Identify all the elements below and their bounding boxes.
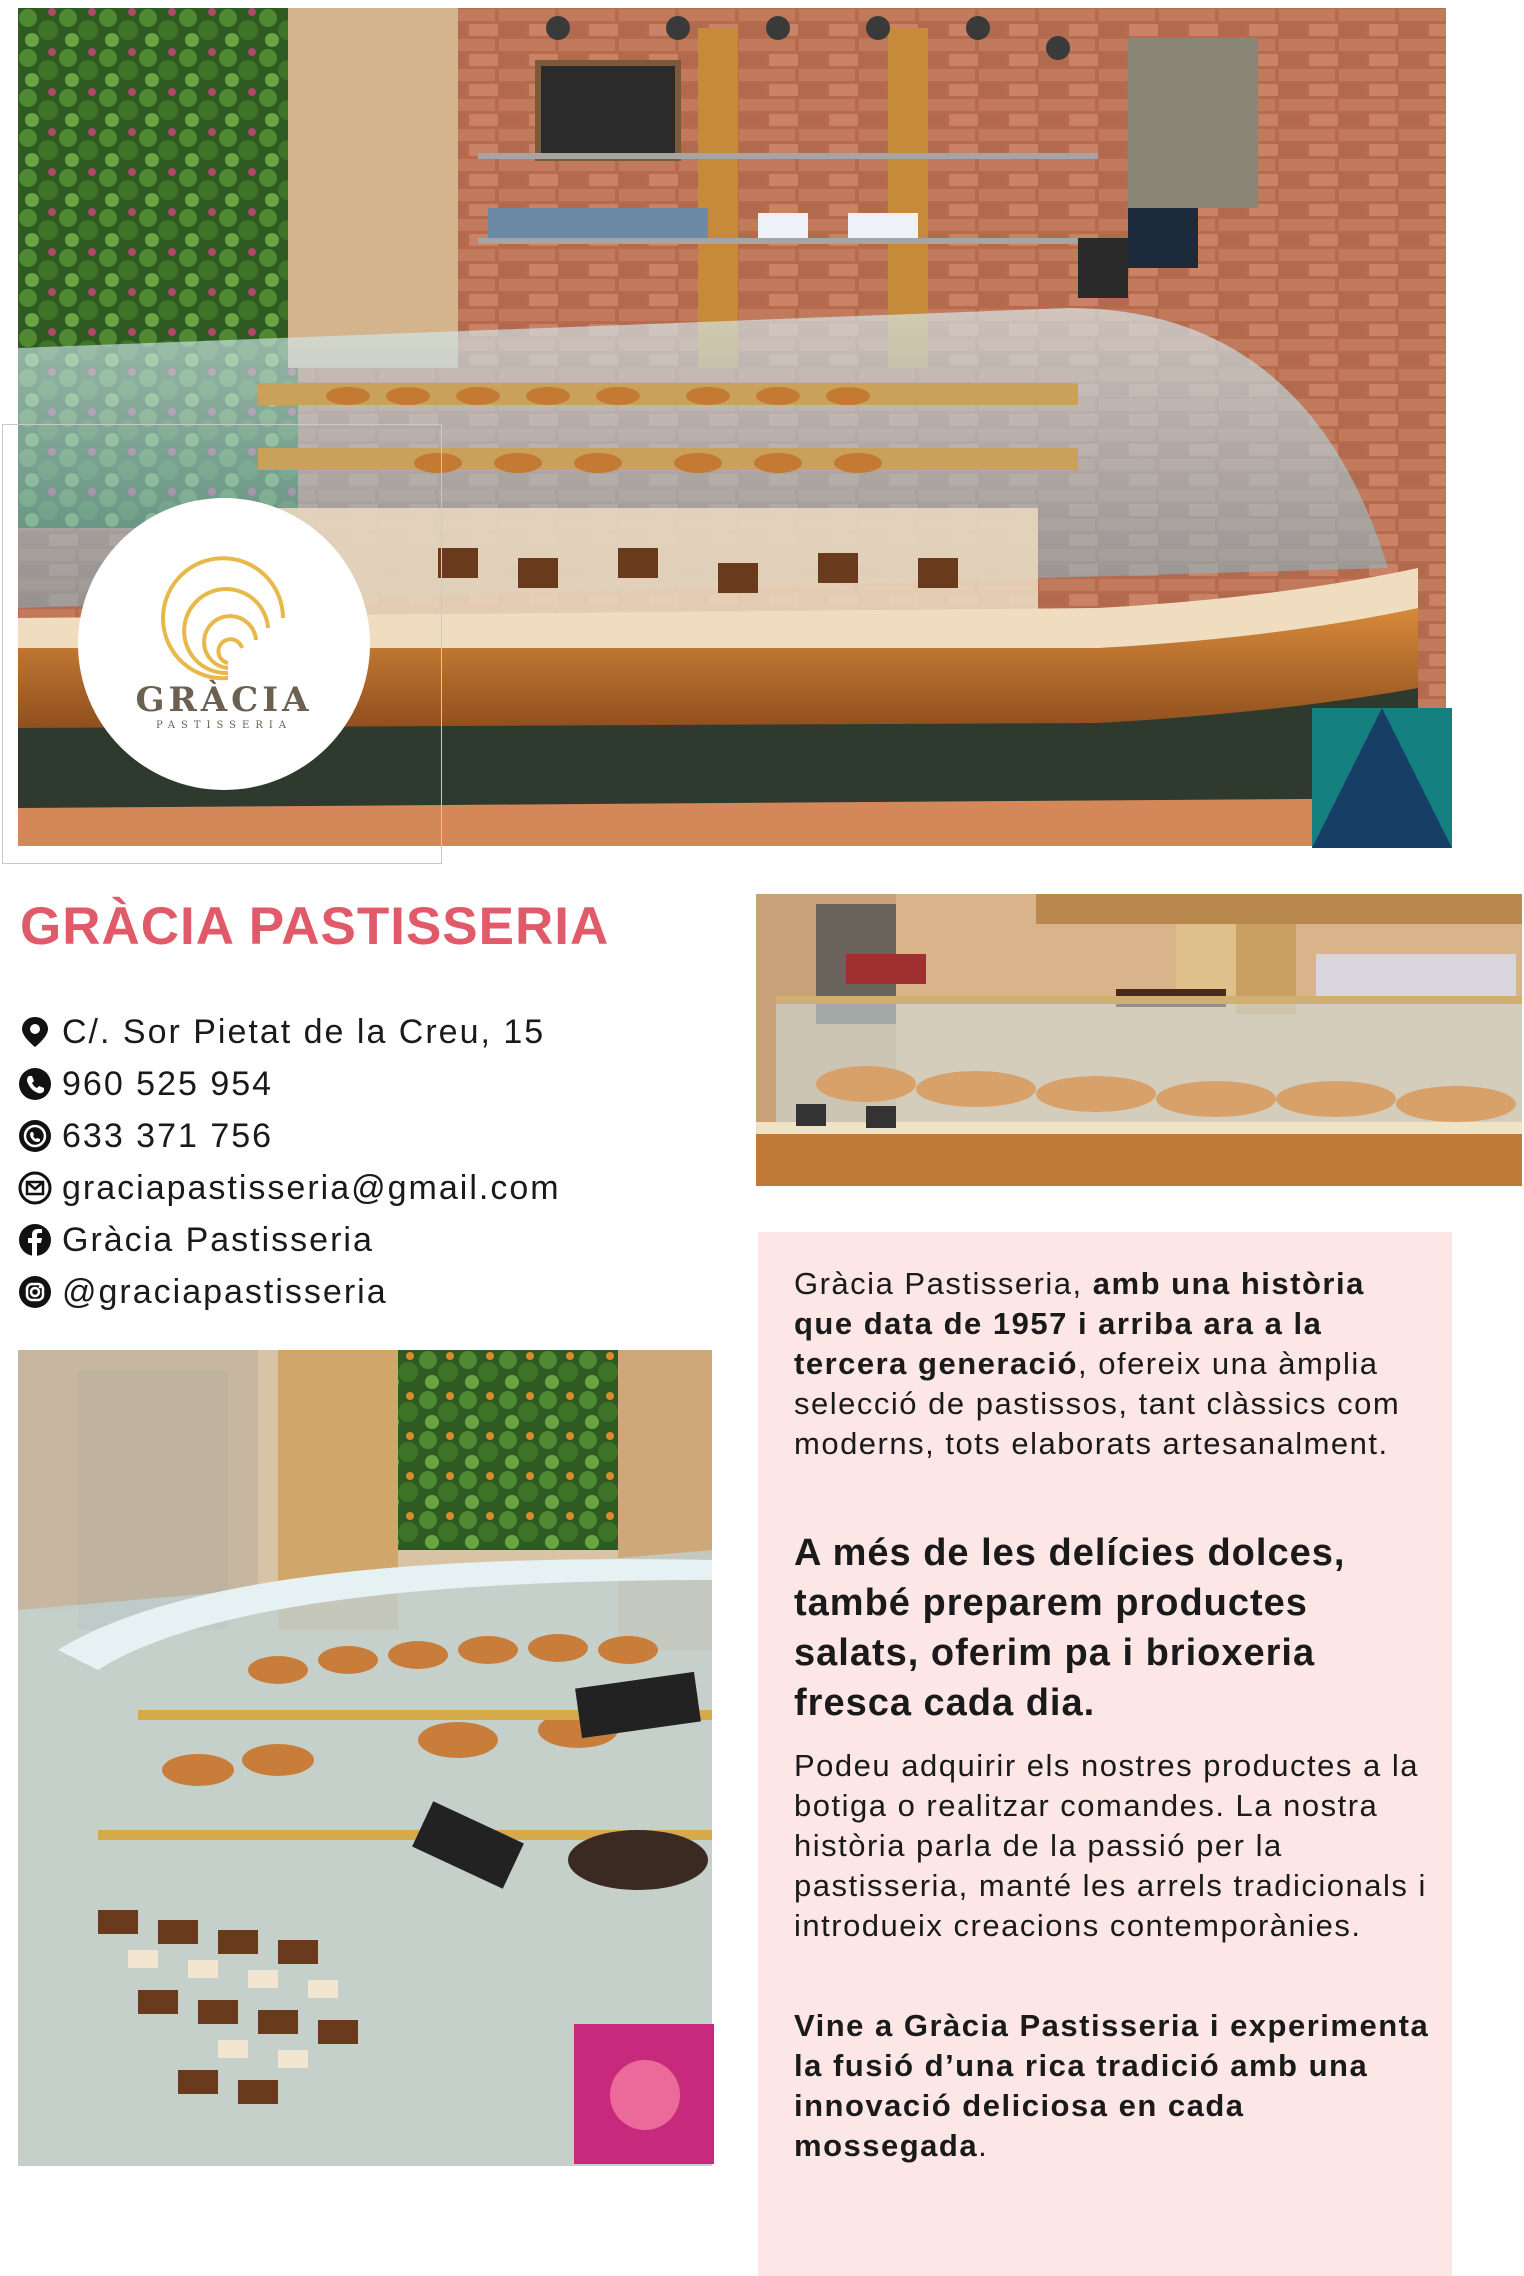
decorative-circle-tile xyxy=(574,2024,714,2164)
whatsapp-icon xyxy=(18,1119,52,1153)
closing-period: . xyxy=(978,2128,989,2163)
instagram-text[interactable]: @graciapastisseria xyxy=(62,1272,388,1311)
intro-paragraph xyxy=(794,1264,1434,1464)
address-text: C/. Sor Pietat de la Creu, 15 xyxy=(62,1012,546,1051)
page-title: GRÀCIA PASTISSERIA xyxy=(20,897,610,956)
logo-wordmark: GRÀCIA xyxy=(135,680,313,720)
contact-instagram[interactable] xyxy=(18,1266,561,1318)
phone-icon xyxy=(18,1067,52,1101)
decorative-triangle-tile xyxy=(1312,708,1452,848)
contact-email[interactable] xyxy=(18,1162,561,1214)
logo-swirl-icon xyxy=(78,498,370,790)
description-panel xyxy=(758,1232,1452,2276)
phone-text[interactable]: 960 525 954 xyxy=(62,1064,274,1103)
closing-text-bold: Vine a Gràcia Pastisseria i experimenta la fusió d’una rica tradició amb una innovació deliciosa en cada mossegada xyxy=(794,2008,1430,2163)
contact-phone[interactable] xyxy=(18,1058,561,1110)
facebook-icon xyxy=(18,1223,52,1257)
intro-text-a: Gràcia Pastisseria, xyxy=(794,1266,1093,1301)
contact-facebook[interactable] xyxy=(18,1214,561,1266)
whatsapp-text[interactable]: 633 371 756 xyxy=(62,1116,274,1155)
gracia-logo xyxy=(78,498,370,790)
email-icon xyxy=(18,1171,52,1205)
intro-text-bold: amb una història que data de 1957 i arriba ara a la tercera generació xyxy=(794,1266,1365,1381)
intro-text-c: , ofereix una àmplia selecció de pastissos, tant clàssics com moderns, tots elaborats artesanalment. xyxy=(794,1346,1401,1461)
facebook-text[interactable]: Gràcia Pastisseria xyxy=(62,1220,374,1259)
instagram-icon xyxy=(18,1275,52,1309)
logo-subtitle: PASTISSERIA xyxy=(155,720,293,731)
closing-paragraph xyxy=(794,2006,1434,2166)
contact-address xyxy=(18,1006,561,1058)
contact-list xyxy=(18,1006,561,1318)
contact-whatsapp[interactable] xyxy=(18,1110,561,1162)
highlight-paragraph: A més de les delícies dolces, també preparem productes salats, oferim pa i brioxeria fresca cada dia. xyxy=(794,1532,1346,1724)
location-pin-icon xyxy=(18,1015,52,1049)
orders-paragraph: Podeu adquirir els nostres productes a la botiga o realitzar comandes. La nostra història parla de la passió per la pastisseria, manté les arrels tradicionals i introdueix creacions contemporànies. xyxy=(794,1748,1427,1943)
decorative-dot xyxy=(610,2060,680,2130)
email-text[interactable]: graciapastisseria@gmail.com xyxy=(62,1168,561,1207)
shop-display-photo xyxy=(756,894,1522,1186)
